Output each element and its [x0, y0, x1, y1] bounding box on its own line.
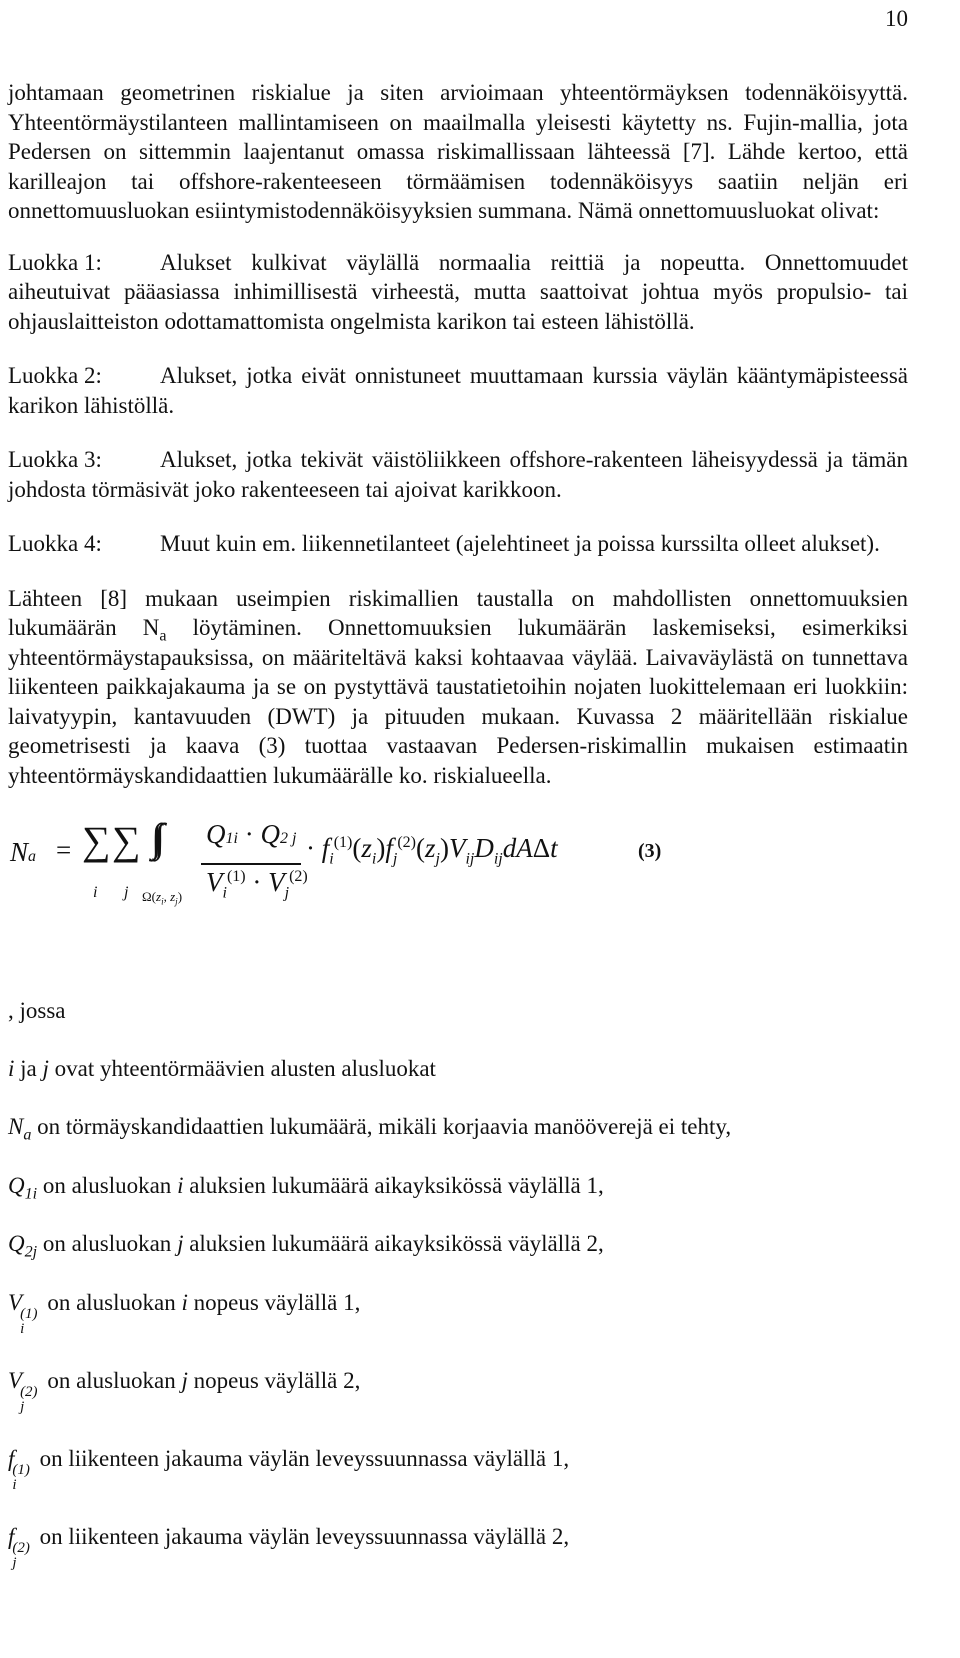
equation-3	[8, 816, 908, 918]
eq-sum-j: ∑	[112, 818, 141, 863]
eq-denominator: $V_i^{(1)} \cdot V_j^{(2)}$	[206, 867, 308, 902]
class-label: Luokka 4:	[8, 531, 102, 556]
eq-numerator: Q1i · Q2 j	[206, 819, 297, 849]
eq-fraction-bar	[201, 863, 301, 865]
eq-integrand: · $f_i^{(1)}(z_i)f_j^{(2)}(z_j)V_{ij}D_{ij}dA\Delta t$	[306, 833, 558, 868]
eq-equals: =	[56, 835, 72, 865]
def-na: $N_a$ on törmäyskandidaattien lukumäärä, mikäli korjaavia manööverejä ei tehty,	[8, 1114, 732, 1144]
lahteen-paragraph: Lähteen [8] mukaan useimpien riskimallien taustalla on mahdollisten onnettomuuksien lukumäärän $N_a$ löytäminen. Onnettomuuksien lukumäärän laskemiseksi, esimerkiksi yhteentörmäystapauksissa, on määriteltävä kaksi kohtaavaa väylää. Laivaväylästä on tunnettava liikenteen paikkajakauma ja se on pystyttävä taustatietoihin nojaten luokittelemaan eri luokkiin: laivatyypin, kantavuuden (DWT) ja pituuden mukaan. Kuvassa 2 määritellään riskialue geometrisesti ja kaava (3) tuottaa vastaavan Pedersen-riskimallin mukaisen estimaatin yhteentörmäyskandidaattien lukumäärälle ko. riskialueella.	[8, 585, 908, 788]
class-2-paragraph	[8, 361, 908, 420]
def-q1: $Q_{1i}$ on alusluokan i aluksien lukumäärä aikayksikössä väylällä 1,	[8, 1172, 604, 1203]
class-label: Luokka 2:	[8, 363, 102, 388]
def-f1: f (1) i on liikenteen jakauma väylän leveyssuunnassa väylällä 1,	[8, 1445, 570, 1493]
def-q2: $Q_{2j}$ on alusluokan j aluksien lukumäärä aikayksikössä väylällä 2,	[8, 1231, 604, 1261]
class-text: Alukset, jotka tekivät väistöliikkeen offshore-rakenteen läheisyydessä ja tämän johdosta törmäsivät joko rakenteeseen tai ajoivat karikkoon.	[8, 447, 908, 502]
def-f2: f (2) j on liikenteen jakauma väylän leveyssuunnassa väylällä 2,	[8, 1523, 570, 1571]
class-label: Luokka 1:	[8, 249, 102, 275]
class-text: Muut kuin em. liikennetilanteet (ajelehtineet ja poissa kurssilta olleet alukset).	[160, 531, 880, 556]
eq-sum-i: ∑	[82, 818, 111, 863]
def-ij: i ja j ovat yhteentörmäävien alusten alusluokat	[8, 1055, 436, 1081]
class-4-paragraph	[8, 529, 908, 559]
class-1-paragraph	[8, 248, 908, 337]
eq-sum-j-index: j	[124, 884, 129, 901]
page-number: 10	[885, 6, 908, 31]
def-v2: V (2) j on alusluokan j nopeus väylällä 2,	[8, 1367, 361, 1415]
eq-sum-i-index: i	[93, 884, 98, 901]
eq-integral-domain: $\Omega(z_i$, $z_j$)	[142, 889, 183, 907]
equation-number: (3)	[638, 840, 662, 862]
eq-na: Na	[10, 837, 37, 867]
page-content	[8, 78, 908, 1571]
class-text: Alukset, jotka eivät onnistuneet muuttamaan kurssia väylän kääntymäpisteessä karikon lähistöllä.	[8, 363, 908, 418]
intro-paragraph: johtamaan geometrinen riskialue ja siten arvioimaan yhteentörmäyksen todennäköisyyttä. Yhteentörmäystilanteen mallintamiseen on maailmalla yleisesti käytetty ns. Fujin-mallia, jota Pedersen on sittemmin laajentanut omassa riskimallissaan lähteessä [7]. Lähde kertoo, että karilleajon tai offshore-rakenteeseen törmäämisen todennäköisyys saatiin neljän eri onnettomuusluokan esiintymistodennäköisyyksien summana. Nämä onnettomuusluokat olivat:	[8, 80, 908, 223]
def-v1: V (1) i on alusluokan i nopeus väylällä 1,	[8, 1289, 361, 1337]
jossa-text: , jossa	[8, 998, 66, 1023]
class-label: Luokka 3:	[8, 447, 102, 472]
class-text: Alukset kulkivat väylällä normaalia reittiä ja nopeutta. Onnettomuudet aiheutuivat pääasiassa inhimillisestä virheestä, mutta saattoivat johtua myös propulsio- tai ohjauslaitteiston odottamattomista ongelmista karikon tai esteen lähistöllä.	[8, 249, 908, 334]
class-3-paragraph	[8, 445, 908, 504]
